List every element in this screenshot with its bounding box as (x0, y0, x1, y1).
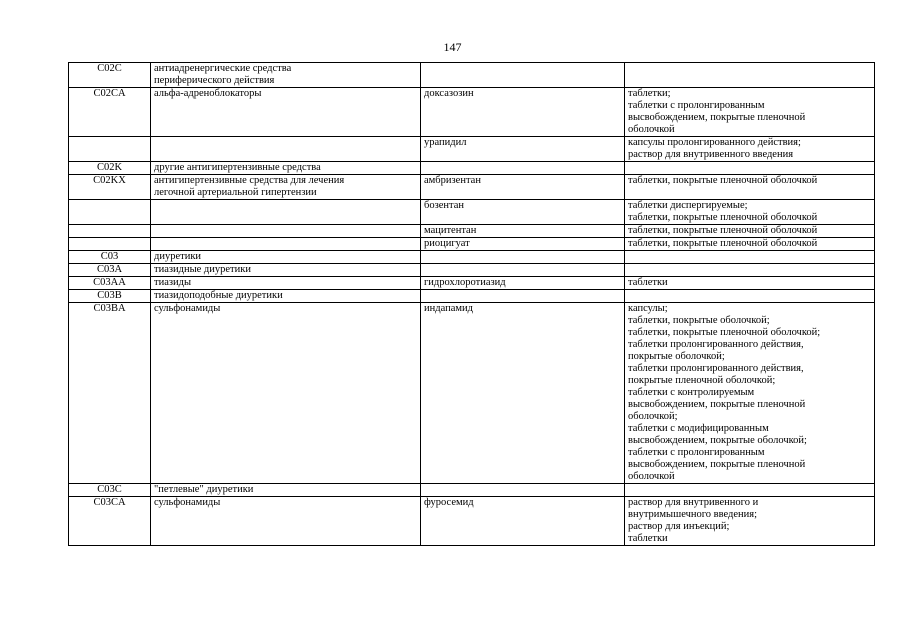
atc-code-cell: C03 (69, 251, 151, 264)
table-row (69, 251, 875, 264)
atc-group-cell: диуретики (151, 251, 421, 264)
atc-group-cell: антиадренергические средства периферического действия (151, 63, 421, 88)
table-row (69, 277, 875, 290)
table-row (69, 137, 875, 162)
dosage-forms-cell: таблетки (625, 277, 875, 290)
dosage-forms-cell: капсулы пролонгированного действия; раствор для внутривенного введения (625, 137, 875, 162)
atc-group-cell (151, 200, 421, 225)
drug-name-cell: урапидил (421, 137, 625, 162)
drug-table (68, 62, 875, 546)
table-row (69, 484, 875, 497)
table-row (69, 238, 875, 251)
drug-name-cell (421, 484, 625, 497)
atc-code-cell: C02C (69, 63, 151, 88)
atc-code-cell: C02K (69, 162, 151, 175)
atc-code-cell: C03A (69, 264, 151, 277)
drug-name-cell: амбризентан (421, 175, 625, 200)
atc-group-cell: сульфонамиды (151, 303, 421, 484)
atc-group-cell: "петлевые" диуретики (151, 484, 421, 497)
atc-group-cell: тиазидные диуретики (151, 264, 421, 277)
atc-code-cell: C02KX (69, 175, 151, 200)
drug-name-cell: доксазозин (421, 88, 625, 137)
atc-code-cell: C02CA (69, 88, 151, 137)
atc-group-cell (151, 225, 421, 238)
table-row (69, 63, 875, 88)
drug-name-cell (421, 63, 625, 88)
dosage-forms-cell: капсулы; таблетки, покрытые оболочкой; таблетки, покрытые пленочной оболочкой; таблетки пролонгированного действия, покрытые оболочкой; таблетки пролонгированного действия, покрытые пленочной оболочкой; таблетки с контролируемым высвобождением, покрытые пленочной оболочкой; таблетки с модифицированным высвобождением, покрытые оболочкой; таблетки с пролонгированным высвобождением, покрытые пленочной оболочкой (625, 303, 875, 484)
drug-name-cell (421, 162, 625, 175)
dosage-forms-cell (625, 290, 875, 303)
table-row (69, 88, 875, 137)
dosage-forms-cell: таблетки, покрытые пленочной оболочкой (625, 175, 875, 200)
atc-group-cell: сульфонамиды (151, 497, 421, 546)
atc-group-cell: альфа-адреноблокаторы (151, 88, 421, 137)
atc-code-cell: C03AA (69, 277, 151, 290)
table-row (69, 225, 875, 238)
atc-code-cell (69, 137, 151, 162)
table-row (69, 497, 875, 546)
table-row (69, 264, 875, 277)
atc-group-cell: тиазидоподобные диуретики (151, 290, 421, 303)
page-number: 147 (443, 40, 462, 54)
dosage-forms-cell (625, 162, 875, 175)
dosage-forms-cell: таблетки диспергируемые; таблетки, покрытые пленочной оболочкой (625, 200, 875, 225)
atc-code-cell (69, 238, 151, 251)
drug-name-cell: гидрохлоротиазид (421, 277, 625, 290)
atc-code-cell: C03B (69, 290, 151, 303)
atc-code-cell: C03CA (69, 497, 151, 546)
drug-name-cell: бозентан (421, 200, 625, 225)
atc-group-cell: тиазиды (151, 277, 421, 290)
drug-name-cell (421, 264, 625, 277)
drug-name-cell: мацитентан (421, 225, 625, 238)
table-row (69, 200, 875, 225)
atc-code-cell (69, 200, 151, 225)
atc-code-cell (69, 225, 151, 238)
dosage-forms-cell (625, 63, 875, 88)
atc-group-cell: другие антигипертензивные средства (151, 162, 421, 175)
table-row (69, 175, 875, 200)
drug-name-cell: риоцигуат (421, 238, 625, 251)
dosage-forms-cell: таблетки, покрытые пленочной оболочкой (625, 225, 875, 238)
drug-name-cell: фуросемид (421, 497, 625, 546)
dosage-forms-cell: раствор для внутривенного и внутримышечного введения; раствор для инъекций; таблетки (625, 497, 875, 546)
dosage-forms-cell (625, 251, 875, 264)
dosage-forms-cell (625, 484, 875, 497)
drug-name-cell (421, 251, 625, 264)
table-row (69, 290, 875, 303)
table-row (69, 303, 875, 484)
dosage-forms-cell: таблетки, покрытые пленочной оболочкой (625, 238, 875, 251)
table-row (69, 162, 875, 175)
atc-group-cell (151, 238, 421, 251)
drug-name-cell: индапамид (421, 303, 625, 484)
atc-code-cell: C03C (69, 484, 151, 497)
dosage-forms-cell (625, 264, 875, 277)
dosage-forms-cell: таблетки; таблетки с пролонгированным высвобождением, покрытые пленочной оболочкой (625, 88, 875, 137)
atc-group-cell: антигипертензивные средства для лечения легочной артериальной гипертензии (151, 175, 421, 200)
atc-code-cell: C03BA (69, 303, 151, 484)
drug-name-cell (421, 290, 625, 303)
atc-group-cell (151, 137, 421, 162)
